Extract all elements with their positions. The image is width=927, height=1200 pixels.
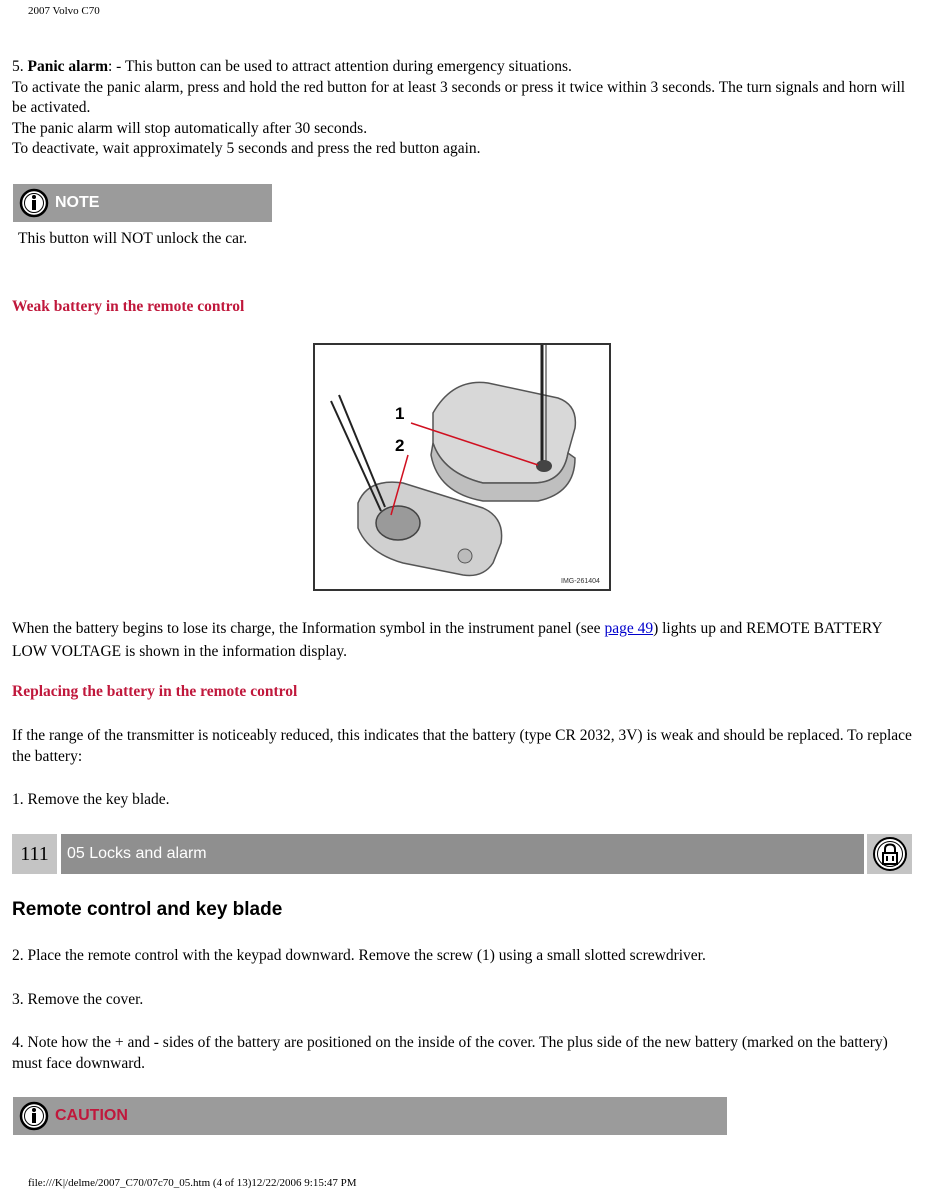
panic-rest: : - This button can be used to attract attention during emergency situations. [108,58,572,75]
info-icon [19,1101,49,1131]
note-text: This button will NOT unlock the car. [18,230,248,247]
file-path-footer: file:///K|/delme/2007_C70/07c70_05.htm (4 of 13)12/22/2006 9:15:47 PM [28,1177,357,1189]
callout-2: 2 [395,436,405,455]
item-number: 5. [12,58,24,75]
step-1: 1. Remove the key blade. [12,791,170,808]
section-title: Remote control and key blade [12,899,283,920]
page-49-link[interactable]: page 49 [604,620,654,637]
weak-battery-heading: Weak battery in the remote control [12,298,245,315]
caution-label: CAUTION [55,1107,128,1124]
image-code: IMG-261404 [561,578,600,585]
caution-bar [13,1097,727,1135]
step-3: 3. Remove the cover. [12,991,144,1008]
panic-term: Panic alarm [27,58,108,75]
panic-line-2: To activate the panic alarm, press and hold the red button for at least 3 seconds or press it twice within 3 seconds. The turn signals and horn will be activated. [12,78,906,116]
weak-battery-paragraph [12,617,912,663]
replace-intro: If the range of the transmitter is noticeably reduced, this indicates that the battery (type CR 2032, 3V) is weak and should be replaced. To replace the battery: [12,727,912,765]
chapter-title: 05 Locks and alarm [61,834,864,874]
info-icon [19,188,49,218]
weak-text-after: ) lights up and REMOTE BATTERY LOW VOLTAGE is shown in the information display. [12,620,882,660]
page-number: 111 [12,834,57,874]
panic-line-4: To deactivate, wait approximately 5 seconds and press the red button again. [12,140,481,157]
panic-line-1 [12,57,912,78]
step-2: 2. Place the remote control with the keypad downward. Remove the screw (1) using a small slotted screwdriver. [12,947,706,964]
note-label: NOTE [55,194,100,211]
callout-1: 1 [395,404,405,423]
document-header: 2007 Volvo C70 [28,5,100,17]
lock-icon [872,836,908,872]
step-4: 4. Note how the + and - sides of the battery are positioned on the inside of the cover. The plus side of the new battery (marked on the battery) must face downward. [12,1034,888,1072]
panic-alarm-paragraph [12,57,912,160]
note-bar [13,184,272,222]
remote-battery-figure [313,343,611,591]
weak-text-before: When the battery begins to lose its charge, the Information symbol in the instrument panel (see [12,620,605,637]
chapter-icon-box [867,834,912,874]
panic-line-3: The panic alarm will stop automatically after 30 seconds. [12,119,368,137]
replace-battery-heading: Replacing the battery in the remote control [12,683,298,700]
